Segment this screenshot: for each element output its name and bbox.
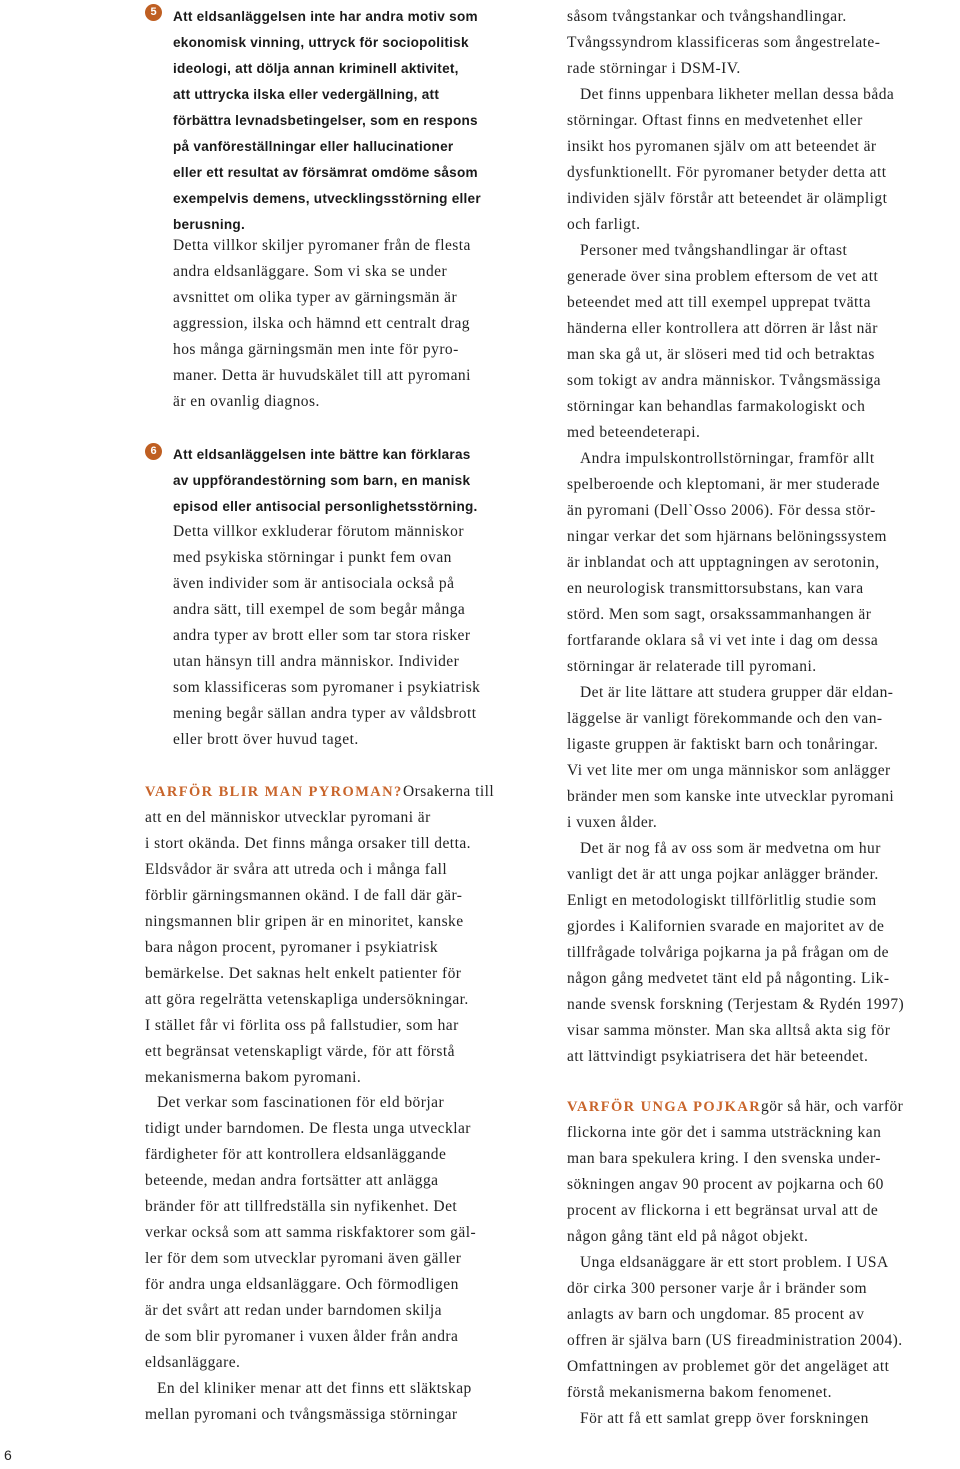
text-line: i vuxen ålder. bbox=[567, 814, 658, 831]
text-line: störd. Men som sagt, orsakssammanhangen är bbox=[567, 606, 872, 623]
text-line: ekonomisk vinning, uttryck för sociopolitisk bbox=[173, 35, 469, 50]
text-line: nande svensk forskning (Terjestam & Rydén 1997) bbox=[567, 996, 905, 1013]
text-line: Orsakerna till bbox=[403, 783, 495, 800]
section-heading: VARFÖR BLIR MAN PYROMAN? bbox=[145, 784, 403, 800]
text-line: andra eldsanläggare. Som vi ska se under bbox=[173, 263, 448, 280]
text-line: maner. Detta är huvudskälet till att pyromani bbox=[173, 367, 471, 384]
text-line: som klassificeras som pyromaner i psykiatrisk bbox=[173, 679, 481, 696]
text-line: förstå mekanismerna bakom fenomenet. bbox=[567, 1384, 832, 1401]
text-line: Att eldsanläggelsen inte har andra motiv som bbox=[173, 9, 478, 24]
text-line: Eldsvådor är svåra att utreda och i många fall bbox=[145, 861, 448, 878]
text-line: Andra impulskontrollstörningar, framför allt bbox=[580, 450, 875, 467]
text-line: Det verkar som fascinationen för eld börjar bbox=[157, 1094, 445, 1111]
text-line: aggression, ilska och hämnd ett centralt drag bbox=[173, 315, 471, 332]
text-line: mening begår sällan andra typer av våldsbrott bbox=[173, 705, 477, 722]
text-line: ningar verkar det som hjärnans belöningssystem bbox=[567, 528, 887, 545]
text-line: är det svårt att redan under barndomen skilja bbox=[145, 1302, 442, 1319]
text-line: visar samma mönster. Man ska alltså akta sig för bbox=[567, 1022, 891, 1039]
text-line: hos många gärningsmän men inte för pyro- bbox=[173, 341, 459, 358]
text-line: Detta villkor skiljer pyromaner från de flesta bbox=[173, 237, 471, 254]
text-line: För att få ett samlat grepp över forskningen bbox=[580, 1410, 869, 1427]
text-line: såsom tvångstankar och tvångshandlingar. bbox=[567, 8, 847, 25]
text-line: generade över sina problem eftersom de vet att bbox=[567, 268, 879, 285]
text-line: förbättra levnadsbetingelser, som en respons bbox=[173, 113, 478, 128]
text-line: ideologi, att dölja annan kriminell aktivitet, bbox=[173, 61, 459, 76]
text-line: andra sätt, till exempel de som begår många bbox=[173, 601, 466, 618]
text-line: som tokigt av andra människor. Tvångsmässiga bbox=[567, 372, 881, 389]
text-line: bemärkelse. Det saknas helt enkelt patienter för bbox=[145, 965, 462, 982]
text-line: avsnittet om olika typer av gärningsmän är bbox=[173, 289, 458, 306]
text-line: vanligt det är att unga pojkar anlägger bränder. bbox=[567, 866, 879, 883]
text-line: flickorna inte gör det i samma utsträckning kan bbox=[567, 1124, 882, 1141]
text-line: verkar också som att samma riskfaktorer som gäl- bbox=[145, 1224, 477, 1241]
text-line: förblir gärningsmannen okänd. I de fall där gär- bbox=[145, 887, 463, 904]
text-line: bränder men som kanske inte utvecklar pyromani bbox=[567, 788, 895, 805]
text-line: rade störningar i DSM-IV. bbox=[567, 60, 741, 77]
text-line: beteendet med att till exempel upprepat tvätta bbox=[567, 294, 871, 311]
text-line: exempelvis demens, utvecklingsstörning eller bbox=[173, 191, 481, 206]
text-line: Omfattningen av problemet gör det angeläget att bbox=[567, 1358, 890, 1375]
text-line: gör så här, och varför bbox=[761, 1098, 904, 1115]
text-line: man bara spekulera kring. I den svenska under- bbox=[567, 1150, 881, 1167]
text-line: Detta villkor exkluderar förutom människor bbox=[173, 523, 464, 540]
text-line: är inblandat och att upptagningen av serotonin, bbox=[567, 554, 880, 571]
text-line: Det är lite lättare att studera grupper där eldan- bbox=[580, 684, 894, 701]
text-line: ler för dem som utvecklar pyromani även gäller bbox=[145, 1250, 462, 1267]
text-line: att göra regelrätta vetenskapliga undersökningar. bbox=[145, 991, 469, 1008]
text-line: bara någon procent, pyromaner i psykiatrisk bbox=[145, 939, 439, 956]
text-line: någon gång medvetet tänt eld på någonting. Lik- bbox=[567, 970, 890, 987]
text-line: offren är själva barn (US fireadministration 2004). bbox=[567, 1332, 903, 1349]
text-line: andra typer av brott eller som tar stora risker bbox=[173, 627, 471, 644]
text-line: beteende, medan andra fortsätter att anlägga bbox=[145, 1172, 439, 1189]
text-line: individen själv förstår att beteendet är olämpligt bbox=[567, 190, 888, 207]
section-heading: VARFÖR UNGA POJKAR bbox=[567, 1099, 762, 1115]
text-line: eller ett resultat av försämrat omdöme såsom bbox=[173, 165, 478, 180]
text-line: eldsanläggare. bbox=[145, 1354, 241, 1371]
text-line: att lättvindigt psykiatrisera det här beteendet. bbox=[567, 1048, 869, 1065]
text-line: anlagts av barn och ungdomar. 85 procent av bbox=[567, 1306, 865, 1323]
text-line: Vi vet lite mer om unga människor som anlägger bbox=[567, 762, 891, 779]
text-line: procent av flickorna i ett begränsat urval att de bbox=[567, 1202, 879, 1219]
text-line: störningar är relaterade till pyromani. bbox=[567, 658, 817, 675]
text-line: färdigheter för att kontrollera eldsanläggande bbox=[145, 1146, 447, 1163]
text-line: med psykiska störningar i punkt fem ovan bbox=[173, 549, 452, 566]
text-line: att en del människor utvecklar pyromani är bbox=[145, 809, 431, 826]
text-line: Tvångssyndrom klassificeras som ångestrelate- bbox=[567, 34, 881, 51]
text-line: Unga eldsanäggare är ett stort problem. I USA bbox=[580, 1254, 889, 1271]
text-line: händerna eller kontrollera att dörren är låst när bbox=[567, 320, 878, 337]
text-line: ningsmannen blir gripen är en minoritet, kanske bbox=[145, 913, 464, 930]
text-line: sökningen angav 90 procent av pojkarna och 60 bbox=[567, 1176, 884, 1193]
text-line: Personer med tvångshandlingar är oftast bbox=[580, 242, 848, 259]
text-line: för andra unga eldsanläggare. Och förmodligen bbox=[145, 1276, 459, 1293]
text-line: de som blir pyromaner i vuxen ålder från andra bbox=[145, 1328, 459, 1345]
text-line: dysfunktionellt. För pyromaner betyder detta att bbox=[567, 164, 887, 181]
text-line: Det är nog få av oss som är medvetna om hur bbox=[580, 840, 881, 857]
text-line: mekanismerna bakom pyromani. bbox=[145, 1069, 362, 1086]
text-line: störningar. Oftast finns en medvetenhet eller bbox=[567, 112, 863, 129]
text-line: man ska gå ut, är slöseri med tid och betraktas bbox=[567, 346, 875, 363]
text-line: Enligt en metodologiskt tillförlitlig studie som bbox=[567, 892, 877, 909]
text-line: att uttrycka ilska eller vedergällning, att bbox=[173, 87, 440, 102]
text-line: spelberoende och kleptomani, är mer studerade bbox=[567, 476, 880, 493]
text-line: på vanföreställningar eller hallucinationer bbox=[173, 139, 454, 154]
text-line: episod eller antisocial personlighetsstörning. bbox=[173, 499, 478, 514]
text-line: med beteendeterapi. bbox=[567, 424, 701, 441]
text-line: tidigt under barndomen. De flesta unga utvecklar bbox=[145, 1120, 471, 1137]
text-line: insikt hos pyromanen själv om att beteendet är bbox=[567, 138, 877, 155]
list-marker-5: 5 bbox=[145, 4, 162, 21]
text-line: gjordes i Kalifornien svarade en majoritet av de bbox=[567, 918, 885, 935]
text-line: Det finns uppenbara likheter mellan dessa båda bbox=[580, 86, 895, 103]
text-line: bränder för att tillfredställa sin nyfikenhet. Det bbox=[145, 1198, 458, 1215]
text-line: mellan pyromani och tvångsmässiga störningar bbox=[145, 1406, 458, 1423]
text-line: En del kliniker menar att det finns ett släktskap bbox=[157, 1380, 472, 1397]
text-line: även individer som är antisociala också på bbox=[173, 575, 455, 592]
text-line: eller brott över huvud taget. bbox=[173, 731, 359, 748]
text-line: av uppförandestörning som barn, en manisk bbox=[173, 473, 471, 488]
text-line: fortfarande oklara så vi vet inte i dag om dessa bbox=[567, 632, 879, 649]
text-line: ett begränsat vetenskapligt värde, för att förstå bbox=[145, 1043, 455, 1060]
text-line: tillfrågade tolvåriga pojkarna ja på frågan om de bbox=[567, 944, 890, 961]
text-line: än pyromani (Dell`Osso 2006). För dessa stör- bbox=[567, 502, 876, 519]
text-line: ligaste gruppen är faktiskt barn och tonåringar. bbox=[567, 736, 879, 753]
text-line: läggelse är vanligt förekommande och den van- bbox=[567, 710, 883, 727]
text-line: i stort okända. Det finns många orsaker till detta. bbox=[145, 835, 471, 852]
text-line: en neurologisk transmittorsubstans, kan vara bbox=[567, 580, 864, 597]
text-line: Att eldsanläggelsen inte bättre kan förklaras bbox=[173, 447, 471, 462]
list-marker-6: 6 bbox=[145, 443, 162, 460]
text-line: dör cirka 300 personer varje år i bränder som bbox=[567, 1280, 867, 1297]
text-line: är en ovanlig diagnos. bbox=[173, 393, 320, 410]
page-number: 6 bbox=[4, 1447, 12, 1463]
text-line: berusning. bbox=[173, 217, 245, 232]
text-line: utan hänsyn till andra människor. Individer bbox=[173, 653, 460, 670]
text-line: störningar kan behandlas farmakologiskt och bbox=[567, 398, 866, 415]
text-line: och farligt. bbox=[567, 216, 641, 233]
text-line: någon gång tänt eld på något objekt. bbox=[567, 1228, 809, 1245]
text-line: I stället får vi förlita oss på fallstudier, som har bbox=[145, 1017, 459, 1034]
